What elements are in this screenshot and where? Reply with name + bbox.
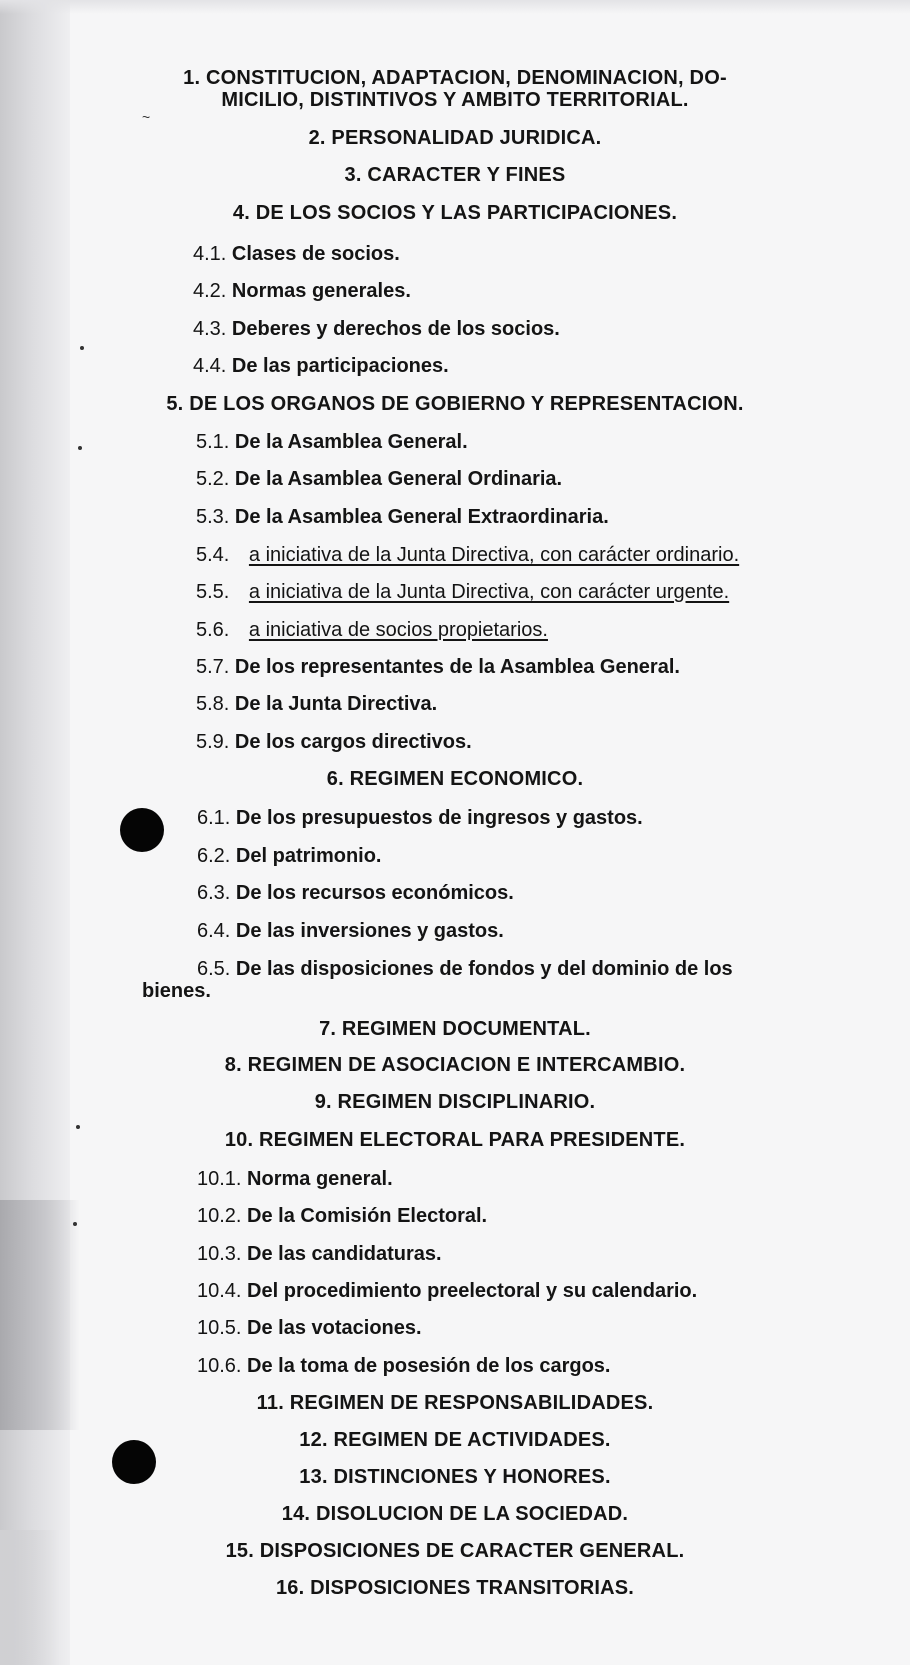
subsection-text: De la Junta Directiva. <box>234 693 438 715</box>
subsection-text: Normas generales. <box>231 280 411 302</box>
subsection-6-2 <box>197 845 382 867</box>
subsection-number: 10.6. <box>197 1355 242 1377</box>
subsection-number: 5.5. <box>196 581 230 603</box>
section-4-title: 4. DE LOS SOCIOS Y LAS PARTICIPACIONES. <box>232 202 678 224</box>
subsection-4-4 <box>193 355 449 377</box>
subsection-number: 4.3. <box>193 318 227 340</box>
subsection-number: 6.2. <box>197 845 231 867</box>
subsection-text: De los presupuestos de ingresos y gastos. <box>235 807 643 829</box>
subsection-6-3 <box>197 882 514 904</box>
subsection-text: De las participaciones. <box>231 355 449 377</box>
subsection-4-1 <box>193 243 400 265</box>
subsection-text: De la Asamblea General Extraordinaria. <box>234 506 609 528</box>
subsection-text: Del patrimonio. <box>235 845 382 867</box>
section-7-title: 7. REGIMEN DOCUMENTAL. <box>319 1018 591 1040</box>
section-3-title: 3. CARACTER Y FINES <box>344 164 566 186</box>
subsection-number: 6.4. <box>197 920 231 942</box>
subsection-number: 5.3. <box>196 506 230 528</box>
scan-speck <box>80 346 84 350</box>
section-14-title: 14. DISOLUCION DE LA SOCIEDAD. <box>281 1503 629 1525</box>
section-2-title: 2. PERSONALIDAD JURIDICA. <box>308 127 602 149</box>
subsection-5-7 <box>196 656 680 678</box>
section-16-title: 16. DISPOSICIONES TRANSITORIAS. <box>275 1577 635 1599</box>
subsection-number: 5.7. <box>196 656 230 678</box>
subsection-number: 5.4. <box>196 544 230 566</box>
pen-mark: ~ <box>142 109 151 125</box>
section-6-title: 6. REGIMEN ECONOMICO. <box>326 768 584 790</box>
scan-shadow-top <box>0 0 910 14</box>
subsection-5-3 <box>196 506 609 528</box>
subsection-4-2 <box>193 280 411 302</box>
section-5-title: 5. DE LOS ORGANOS DE GOBIERNO Y REPRESENTACION. <box>166 393 744 415</box>
section-13-title: 13. DISTINCIONES Y HONORES. <box>299 1466 611 1488</box>
subsection-text: De los recursos económicos. <box>235 882 514 904</box>
subsection-number: 4.4. <box>193 355 227 377</box>
subsection-5-4 <box>196 544 739 566</box>
subsection-10-3 <box>197 1243 442 1265</box>
subsection-text: De las votaciones. <box>247 1317 422 1339</box>
subsection-number: 6.3. <box>197 882 231 904</box>
punch-hole-upper <box>120 808 164 852</box>
subsection-number: 10.3. <box>197 1243 242 1265</box>
section-10-title: 10. REGIMEN ELECTORAL PARA PRESIDENTE. <box>224 1129 686 1151</box>
subsection-5-8 <box>196 693 437 715</box>
section-9-title: 9. REGIMEN DISCIPLINARIO. <box>314 1091 596 1113</box>
subsection-text: De los representantes de la Asamblea General. <box>234 656 680 678</box>
section-11-title: 11. REGIMEN DE RESPONSABILIDADES. <box>256 1392 654 1414</box>
subsection-10-4 <box>197 1280 697 1302</box>
subsection-4-3 <box>193 318 560 340</box>
section-12-title: 12. REGIMEN DE ACTIVIDADES. <box>299 1429 611 1451</box>
subsection-text: De las inversiones y gastos. <box>235 920 504 942</box>
subsection-text: De las candidaturas. <box>247 1243 442 1265</box>
subsection-text: De la Asamblea General. <box>234 431 468 453</box>
subsection-number: 4.1. <box>193 243 227 265</box>
subsection-6-1 <box>197 807 643 829</box>
subsection-text: De las disposiciones de fondos y del dominio de los <box>235 958 733 980</box>
subsection-text: a iniciativa de la Junta Directiva, con carácter ordinario. <box>248 544 740 566</box>
subsection-text: a iniciativa de socios propietarios. <box>248 619 548 641</box>
section-15-title: 15. DISPOSICIONES DE CARACTER GENERAL. <box>225 1540 685 1562</box>
subsection-text: Clases de socios. <box>231 243 400 265</box>
section-1-title-line-1: 1. CONSTITUCION, ADAPTACION, DENOMINACION, DO- <box>183 67 727 89</box>
scan-speck <box>73 1222 77 1226</box>
subsection-number: 10.2. <box>197 1205 242 1227</box>
subsection-text: De la Comisión Electoral. <box>247 1205 488 1227</box>
subsection-number: 4.2. <box>193 280 227 302</box>
scan-speck <box>78 446 82 450</box>
subsection-text: De la Asamblea General Ordinaria. <box>234 468 563 490</box>
subsection-10-1 <box>197 1168 393 1190</box>
subsection-text: a iniciativa de la Junta Directiva, con carácter urgente. <box>248 581 730 603</box>
section-8-title: 8. REGIMEN DE ASOCIACION E INTERCAMBIO. <box>224 1054 686 1076</box>
subsection-number: 5.2. <box>196 468 230 490</box>
subsection-5-6 <box>196 619 548 641</box>
subsection-6-5-continuation: bienes. <box>142 980 211 1002</box>
subsection-number: 10.4. <box>197 1280 242 1302</box>
subsection-10-2 <box>197 1205 487 1227</box>
subsection-number: 10.5. <box>197 1317 242 1339</box>
subsection-5-2 <box>196 468 562 490</box>
subsection-5-9 <box>196 731 472 753</box>
subsection-number: 5.8. <box>196 693 230 715</box>
subsection-5-5 <box>196 581 729 603</box>
subsection-number: 6.5. <box>197 958 231 980</box>
subsection-6-5 <box>197 958 733 980</box>
subsection-number: 6.1. <box>197 807 231 829</box>
subsection-number: 5.9. <box>196 731 230 753</box>
subsection-text: De los cargos directivos. <box>234 731 472 753</box>
section-1-title-line-2: MICILIO, DISTINTIVOS Y AMBITO TERRITORIAL. <box>221 89 689 111</box>
subsection-number: 5.1. <box>196 431 230 453</box>
subsection-text: Norma general. <box>247 1168 393 1190</box>
subsection-text: Deberes y derechos de los socios. <box>231 318 560 340</box>
subsection-number: 10.1. <box>197 1168 242 1190</box>
subsection-5-1 <box>196 431 468 453</box>
subsection-6-4 <box>197 920 504 942</box>
subsection-10-6 <box>197 1355 610 1377</box>
subsection-10-5 <box>197 1317 422 1339</box>
subsection-number: 5.6. <box>196 619 230 641</box>
subsection-text: De la toma de posesión de los cargos. <box>247 1355 611 1377</box>
subsection-text: Del procedimiento preelectoral y su calendario. <box>247 1280 698 1302</box>
